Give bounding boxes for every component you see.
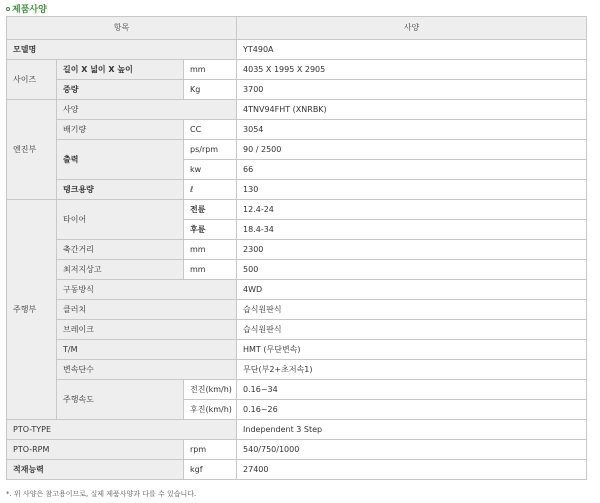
row-value: HMT (무단변속)	[237, 340, 587, 360]
row-sub-label: 중량	[57, 80, 184, 100]
row-sub-label: 클러치	[57, 300, 237, 320]
row-value: 90 / 2500	[237, 140, 587, 160]
row-sub-label: 구동방식	[57, 280, 237, 300]
row-sub-label: 최저지상고	[57, 260, 184, 280]
row-sub-label: T/M	[57, 340, 237, 360]
row-sub-label: 출력	[57, 140, 184, 180]
row-value: 습식원판식	[237, 300, 587, 320]
row-value: 4WD	[237, 280, 587, 300]
row-sub-label: 축간거리	[57, 240, 184, 260]
table-row	[7, 140, 587, 160]
row-value: 3054	[237, 120, 587, 140]
row-value: 12.4-24	[237, 200, 587, 220]
row-label: 모델명	[7, 40, 237, 60]
table-row	[7, 360, 587, 380]
row-sub-label: 타이어	[57, 200, 184, 240]
section-title	[6, 4, 47, 16]
table-row	[7, 260, 587, 280]
row-unit: rpm	[184, 440, 237, 460]
row-value: 27400	[237, 460, 587, 480]
row-sub-label: 변속단수	[57, 360, 237, 380]
header-spec: 사양	[237, 17, 587, 40]
row-value: 무단(부2+초저속1)	[237, 360, 587, 380]
row-sub-label: 사양	[57, 100, 237, 120]
table-row	[7, 280, 587, 300]
table-row	[7, 320, 587, 340]
row-value: 130	[237, 180, 587, 200]
row-label: 적재능력	[7, 460, 184, 480]
row-label: PTO-RPM	[7, 440, 184, 460]
row-value: Independent 3 Step	[237, 420, 587, 440]
row-value: 0.16~26	[237, 400, 587, 420]
row-value: 0.16~34	[237, 380, 587, 400]
table-row	[7, 340, 587, 360]
row-value: 500	[237, 260, 587, 280]
table-row	[7, 240, 587, 260]
table-row	[7, 420, 587, 440]
row-unit: 전륜	[184, 200, 237, 220]
row-value: 4035 X 1995 X 2905	[237, 60, 587, 80]
row-sub-label: 주행속도	[57, 380, 184, 420]
row-value: 18.4-34	[237, 220, 587, 240]
table-row	[7, 440, 587, 460]
bullet-icon	[6, 7, 10, 11]
row-value: 2300	[237, 240, 587, 260]
group-label: 사이즈	[7, 60, 57, 100]
row-value: 66	[237, 160, 587, 180]
row-unit: 후륜	[184, 220, 237, 240]
table-row	[7, 300, 587, 320]
section-title-text: 제품사양	[12, 5, 47, 15]
row-value: YT490A	[237, 40, 587, 60]
table-row	[7, 380, 587, 400]
group-label: 엔진부	[7, 100, 57, 200]
row-unit: 전진(km/h)	[184, 380, 237, 400]
row-unit: kw	[184, 160, 237, 180]
spec-table	[6, 16, 587, 480]
row-sub-label: 브레이크	[57, 320, 237, 340]
row-sub-label: 배기량	[57, 120, 184, 140]
group-label: 주행부	[7, 200, 57, 420]
row-unit: ℓ	[184, 180, 237, 200]
table-row	[7, 80, 587, 100]
row-sub-label: 길이 X 넓이 X 높이	[57, 60, 184, 80]
table-row	[7, 120, 587, 140]
row-unit: ps/rpm	[184, 140, 237, 160]
table-row	[7, 40, 587, 60]
row-sub-label: 탱크용량	[57, 180, 184, 200]
row-value: 습식원판식	[237, 320, 587, 340]
row-value: 4TNV94FHT (XNRBK)	[237, 100, 587, 120]
header-item: 항목	[7, 17, 237, 40]
row-value: 3700	[237, 80, 587, 100]
row-label: PTO-TYPE	[7, 420, 237, 440]
table-header	[7, 17, 587, 40]
row-unit: mm	[184, 60, 237, 80]
row-value: 540/750/1000	[237, 440, 587, 460]
table-row	[7, 60, 587, 80]
row-unit: kgf	[184, 460, 237, 480]
row-unit: 후진(km/h)	[184, 400, 237, 420]
row-unit: CC	[184, 120, 237, 140]
table-row	[7, 180, 587, 200]
row-unit: mm	[184, 240, 237, 260]
table-row	[7, 460, 587, 480]
table-row	[7, 100, 587, 120]
row-unit: mm	[184, 260, 237, 280]
row-unit: Kg	[184, 80, 237, 100]
table-row	[7, 200, 587, 220]
footnote: *. 위 사양은 참고용이므로, 실제 제품사양과 다를 수 있습니다.	[6, 490, 197, 498]
